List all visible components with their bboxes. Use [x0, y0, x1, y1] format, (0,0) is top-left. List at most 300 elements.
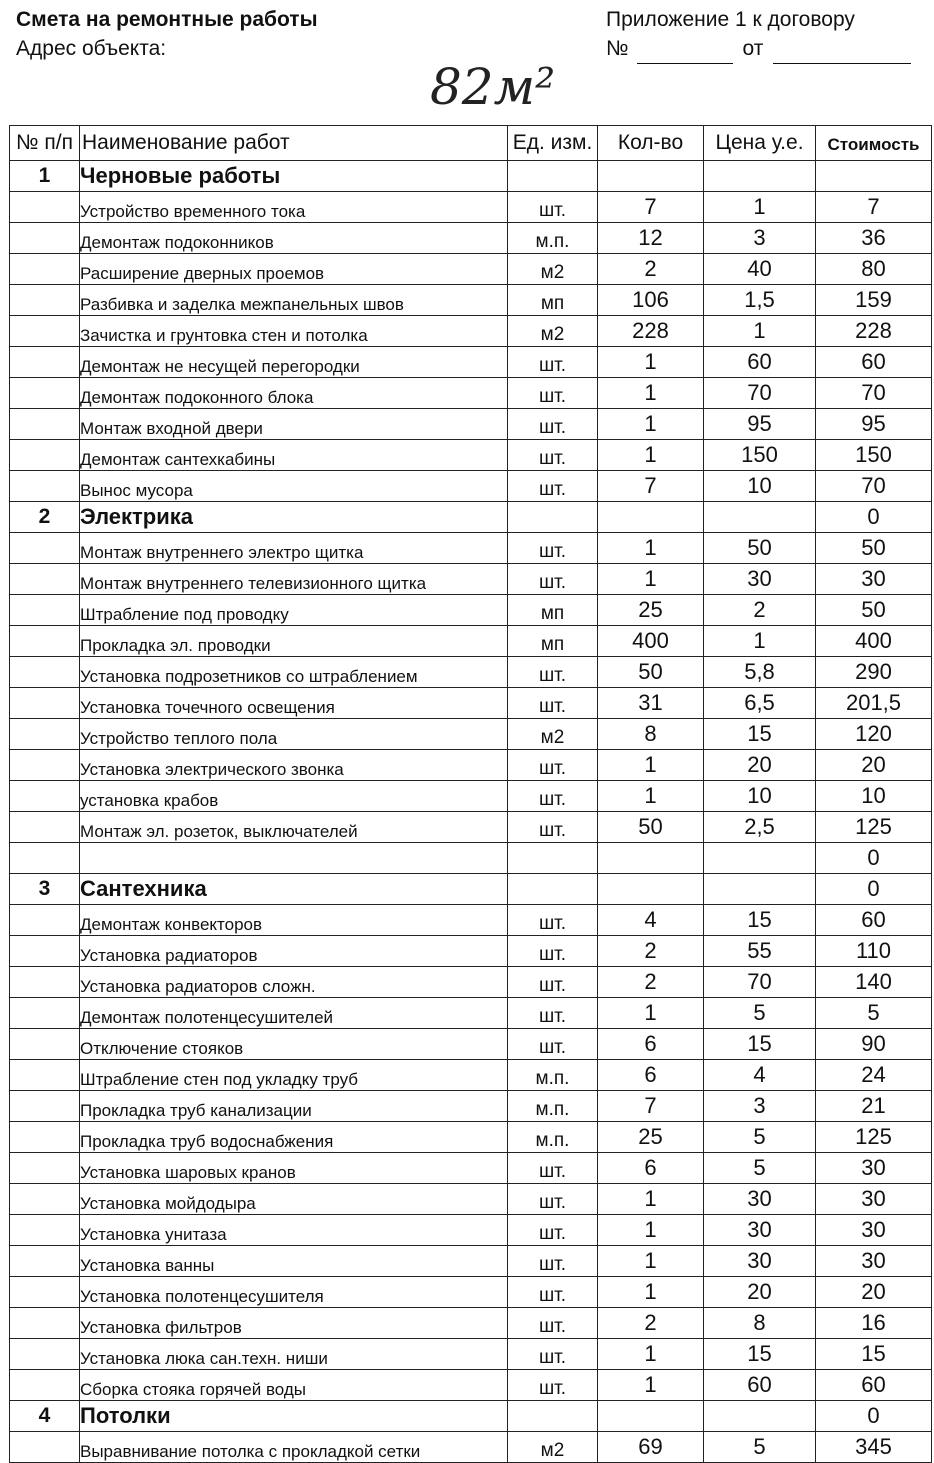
- cell-num: [10, 967, 80, 998]
- table-row: [10, 1122, 932, 1153]
- cell-cost: 120: [816, 719, 932, 750]
- cell-unit: шт.: [508, 347, 598, 378]
- cell-name: Установка радиаторов: [80, 936, 508, 967]
- cell-name: Электрика: [80, 502, 508, 533]
- table-row: [10, 471, 932, 502]
- table-row: [10, 750, 932, 781]
- cell-cost: 60: [816, 905, 932, 936]
- table-row: [10, 1370, 932, 1401]
- table-row: [10, 812, 932, 843]
- cell-price: 6,5: [704, 688, 816, 719]
- cell-price: 15: [704, 1029, 816, 1060]
- cell-qty: 1: [598, 998, 704, 1029]
- cell-num: [10, 1153, 80, 1184]
- table-row: [10, 1153, 932, 1184]
- cell-price: 70: [704, 967, 816, 998]
- from-label: от: [742, 37, 764, 60]
- table-row: [10, 1060, 932, 1091]
- cell-qty: [598, 843, 704, 874]
- cell-qty: 2: [598, 254, 704, 285]
- cell-price: 5,8: [704, 657, 816, 688]
- cell-num: [10, 998, 80, 1029]
- cell-name: Выравнивание потолка с прокладкой сетки: [80, 1432, 508, 1463]
- cell-qty: 25: [598, 595, 704, 626]
- date-blank[interactable]: [773, 43, 911, 64]
- cell-qty: 8: [598, 719, 704, 750]
- cell-price: 30: [704, 1184, 816, 1215]
- cell-name: Установка радиаторов сложн.: [80, 967, 508, 998]
- cell-name: Установка электрического звонка: [80, 750, 508, 781]
- cell-unit: шт.: [508, 1153, 598, 1184]
- cell-cost: [816, 161, 932, 192]
- cell-price: 1: [704, 626, 816, 657]
- cell-name: Разбивка и заделка межпанельных швов: [80, 285, 508, 316]
- cell-qty: 400: [598, 626, 704, 657]
- cell-name: Установка шаровых кранов: [80, 1153, 508, 1184]
- cell-name: Устройство временного тока: [80, 192, 508, 223]
- cell-price: 60: [704, 1370, 816, 1401]
- cell-num: [10, 254, 80, 285]
- cell-cost: 60: [816, 347, 932, 378]
- cell-unit: шт.: [508, 1277, 598, 1308]
- cell-name: Устройство теплого пола: [80, 719, 508, 750]
- cell-unit: м2: [508, 1432, 598, 1463]
- cell-price: 1: [704, 192, 816, 223]
- cell-num: [10, 812, 80, 843]
- col-header-qty: Кол-во: [598, 126, 704, 161]
- cell-unit: шт.: [508, 688, 598, 719]
- cell-price: 3: [704, 1091, 816, 1122]
- cell-unit: шт.: [508, 812, 598, 843]
- cell-cost: 125: [816, 812, 932, 843]
- cell-cost: 80: [816, 254, 932, 285]
- cell-qty: 1: [598, 378, 704, 409]
- cell-price: 3: [704, 223, 816, 254]
- cell-price: 2: [704, 595, 816, 626]
- cell-cost: 30: [816, 1246, 932, 1277]
- cell-num: [10, 378, 80, 409]
- cell-qty: [598, 161, 704, 192]
- cell-name: Расширение дверных проемов: [80, 254, 508, 285]
- cell-qty: 1: [598, 440, 704, 471]
- cell-unit: шт.: [508, 750, 598, 781]
- cell-unit: м2: [508, 719, 598, 750]
- cell-name: [80, 843, 508, 874]
- col-header-unit: Ед. изм.: [508, 126, 598, 161]
- cell-name: Сборка стояка горячей воды: [80, 1370, 508, 1401]
- table-row: [10, 595, 932, 626]
- col-header-name: Наименование работ: [80, 126, 508, 161]
- cell-num: [10, 223, 80, 254]
- cell-unit: шт.: [508, 1215, 598, 1246]
- cell-unit: мп: [508, 285, 598, 316]
- cell-num: [10, 192, 80, 223]
- section-row: [10, 502, 932, 533]
- cell-cost: 345: [816, 1432, 932, 1463]
- cell-num: [10, 409, 80, 440]
- cell-name: Установка фильтров: [80, 1308, 508, 1339]
- cell-unit: шт.: [508, 1184, 598, 1215]
- cell-num: [10, 1370, 80, 1401]
- table-row: [10, 1339, 932, 1370]
- col-header-num: № п/п: [10, 126, 80, 161]
- cell-num: 2: [10, 502, 80, 533]
- cell-qty: 106: [598, 285, 704, 316]
- cell-price: 2,5: [704, 812, 816, 843]
- cell-price: 150: [704, 440, 816, 471]
- cell-name: Монтаж входной двери: [80, 409, 508, 440]
- cell-num: [10, 533, 80, 564]
- cell-unit: м.п.: [508, 1060, 598, 1091]
- cell-cost: 70: [816, 471, 932, 502]
- cell-qty: 4: [598, 905, 704, 936]
- cell-cost: 228: [816, 316, 932, 347]
- contract-number-line: [606, 34, 911, 64]
- cell-name: Установка унитаза: [80, 1215, 508, 1246]
- cell-qty: 7: [598, 1091, 704, 1122]
- cell-qty: 69: [598, 1432, 704, 1463]
- cell-name: Установка точечного освещения: [80, 688, 508, 719]
- cell-num: [10, 1122, 80, 1153]
- cell-num: [10, 750, 80, 781]
- cell-price: 20: [704, 1277, 816, 1308]
- cell-cost: 7: [816, 192, 932, 223]
- cell-qty: 1: [598, 1184, 704, 1215]
- cell-price: [704, 874, 816, 905]
- table-row: [10, 781, 932, 812]
- cell-unit: м2: [508, 254, 598, 285]
- cell-name: установка крабов: [80, 781, 508, 812]
- cell-cost: 30: [816, 1215, 932, 1246]
- table-row: [10, 1184, 932, 1215]
- cell-num: [10, 347, 80, 378]
- cell-cost: 30: [816, 1153, 932, 1184]
- cell-price: 30: [704, 564, 816, 595]
- table-row: [10, 1091, 932, 1122]
- cell-num: [10, 316, 80, 347]
- cell-unit: м.п.: [508, 223, 598, 254]
- cell-cost: 70: [816, 378, 932, 409]
- estimate-table: [9, 125, 932, 1463]
- table-row: [10, 1277, 932, 1308]
- cell-unit: шт.: [508, 533, 598, 564]
- col-header-price: Цена у.е.: [704, 126, 816, 161]
- appendix-label: Приложение 1 к договору: [606, 8, 855, 31]
- cell-num: [10, 1246, 80, 1277]
- cell-unit: шт.: [508, 409, 598, 440]
- table-header-row: [10, 126, 932, 161]
- cell-price: 15: [704, 1339, 816, 1370]
- table-row: [10, 440, 932, 471]
- cell-unit: [508, 161, 598, 192]
- cell-price: 4: [704, 1060, 816, 1091]
- cell-unit: шт.: [508, 657, 598, 688]
- cell-num: 1: [10, 161, 80, 192]
- cell-unit: шт.: [508, 905, 598, 936]
- cell-cost: 290: [816, 657, 932, 688]
- cell-cost: 150: [816, 440, 932, 471]
- header-right: [606, 6, 911, 64]
- cell-name: Прокладка труб водоснабжения: [80, 1122, 508, 1153]
- document-title: Смета на ремонтные работы: [16, 8, 318, 31]
- cell-num: [10, 688, 80, 719]
- cell-unit: [508, 1401, 598, 1432]
- cell-qty: 7: [598, 471, 704, 502]
- cell-num: [10, 285, 80, 316]
- table-row: [10, 409, 932, 440]
- cell-num: [10, 1060, 80, 1091]
- cell-cost: 20: [816, 750, 932, 781]
- cell-cost: 30: [816, 564, 932, 595]
- cell-unit: мп: [508, 626, 598, 657]
- cell-num: [10, 1215, 80, 1246]
- table-row: [10, 905, 932, 936]
- cell-unit: м2: [508, 316, 598, 347]
- table-row: [10, 254, 932, 285]
- cell-cost: 15: [816, 1339, 932, 1370]
- cell-qty: 6: [598, 1153, 704, 1184]
- cell-num: [10, 781, 80, 812]
- cell-price: 50: [704, 533, 816, 564]
- cell-name: Демонтаж подоконного блока: [80, 378, 508, 409]
- cell-name: Зачистка и грунтовка стен и потолка: [80, 316, 508, 347]
- cell-cost: 140: [816, 967, 932, 998]
- cell-unit: шт.: [508, 936, 598, 967]
- table-row: [10, 998, 932, 1029]
- cell-unit: шт.: [508, 1308, 598, 1339]
- cell-qty: 228: [598, 316, 704, 347]
- cell-cost: 0: [816, 502, 932, 533]
- table-row: [10, 347, 932, 378]
- cell-price: 55: [704, 936, 816, 967]
- cell-name: Штрабление стен под укладку труб: [80, 1060, 508, 1091]
- cell-unit: м.п.: [508, 1091, 598, 1122]
- cell-num: [10, 657, 80, 688]
- cell-cost: 90: [816, 1029, 932, 1060]
- cell-name: Демонтаж подоконников: [80, 223, 508, 254]
- table-row: [10, 936, 932, 967]
- cell-num: [10, 1184, 80, 1215]
- cell-qty: 1: [598, 1339, 704, 1370]
- cell-qty: 6: [598, 1060, 704, 1091]
- cell-price: [704, 1401, 816, 1432]
- cell-qty: 31: [598, 688, 704, 719]
- cell-name: Прокладка труб канализации: [80, 1091, 508, 1122]
- cell-cost: 50: [816, 595, 932, 626]
- cell-qty: 1: [598, 347, 704, 378]
- estimate-table-body: [10, 161, 932, 1463]
- table-row: [10, 843, 932, 874]
- cell-unit: шт.: [508, 471, 598, 502]
- cell-cost: 0: [816, 1401, 932, 1432]
- table-row: [10, 1246, 932, 1277]
- cell-num: 4: [10, 1401, 80, 1432]
- cell-unit: шт.: [508, 1370, 598, 1401]
- cell-qty: 1: [598, 1277, 704, 1308]
- cell-num: [10, 1308, 80, 1339]
- cell-qty: 2: [598, 1308, 704, 1339]
- table-row: [10, 192, 932, 223]
- cell-price: 10: [704, 781, 816, 812]
- cell-num: [10, 843, 80, 874]
- cell-name: Установка ванны: [80, 1246, 508, 1277]
- cell-price: 30: [704, 1215, 816, 1246]
- cell-unit: шт.: [508, 1339, 598, 1370]
- cell-num: [10, 1091, 80, 1122]
- cell-price: 10: [704, 471, 816, 502]
- cell-price: 5: [704, 1122, 816, 1153]
- cell-qty: 1: [598, 750, 704, 781]
- cell-unit: шт.: [508, 781, 598, 812]
- cell-cost: 110: [816, 936, 932, 967]
- cell-num: [10, 1432, 80, 1463]
- cell-price: 8: [704, 1308, 816, 1339]
- cell-name: Монтаж внутреннего телевизионного щитка: [80, 564, 508, 595]
- cell-cost: 201,5: [816, 688, 932, 719]
- cell-unit: шт.: [508, 1029, 598, 1060]
- cell-name: Сантехника: [80, 874, 508, 905]
- cell-price: 70: [704, 378, 816, 409]
- table-row: [10, 626, 932, 657]
- header-left: [16, 6, 318, 64]
- cell-price: 40: [704, 254, 816, 285]
- cell-qty: 50: [598, 812, 704, 843]
- cell-price: 20: [704, 750, 816, 781]
- cell-num: 3: [10, 874, 80, 905]
- cell-price: 30: [704, 1246, 816, 1277]
- cell-qty: 2: [598, 967, 704, 998]
- cell-unit: шт.: [508, 440, 598, 471]
- cell-name: Монтаж внутреннего электро щитка: [80, 533, 508, 564]
- cell-qty: 1: [598, 1215, 704, 1246]
- table-row: [10, 688, 932, 719]
- cell-name: Черновые работы: [80, 161, 508, 192]
- cell-name: Демонтаж не несущей перегородки: [80, 347, 508, 378]
- cell-num: [10, 564, 80, 595]
- cell-name: Установка полотенцесушителя: [80, 1277, 508, 1308]
- cell-num: [10, 1277, 80, 1308]
- cell-qty: [598, 1401, 704, 1432]
- cell-num: [10, 595, 80, 626]
- cell-unit: шт.: [508, 967, 598, 998]
- cell-cost: 5: [816, 998, 932, 1029]
- cell-unit: [508, 874, 598, 905]
- section-row: [10, 1401, 932, 1432]
- table-row: [10, 316, 932, 347]
- cell-qty: 2: [598, 936, 704, 967]
- cell-price: 95: [704, 409, 816, 440]
- table-row: [10, 533, 932, 564]
- cell-price: 15: [704, 905, 816, 936]
- cell-qty: [598, 874, 704, 905]
- cell-cost: 24: [816, 1060, 932, 1091]
- cell-qty: 1: [598, 409, 704, 440]
- cell-name: Демонтаж сантехкабины: [80, 440, 508, 471]
- table-row: [10, 1215, 932, 1246]
- cell-qty: 1: [598, 533, 704, 564]
- cell-num: [10, 471, 80, 502]
- cell-price: [704, 843, 816, 874]
- cell-cost: 16: [816, 1308, 932, 1339]
- handwritten-area-text: 82м²: [430, 58, 556, 116]
- table-row: [10, 657, 932, 688]
- cell-price: 1,5: [704, 285, 816, 316]
- cell-qty: 7: [598, 192, 704, 223]
- cell-cost: 0: [816, 874, 932, 905]
- cell-qty: 50: [598, 657, 704, 688]
- cell-num: [10, 440, 80, 471]
- cell-qty: [598, 502, 704, 533]
- cell-name: Отключение стояков: [80, 1029, 508, 1060]
- col-header-cost: Стоимость: [816, 126, 932, 161]
- number-label: №: [606, 37, 629, 60]
- cell-unit: [508, 843, 598, 874]
- cell-cost: 60: [816, 1370, 932, 1401]
- cell-cost: 10: [816, 781, 932, 812]
- cell-unit: м.п.: [508, 1122, 598, 1153]
- cell-cost: 20: [816, 1277, 932, 1308]
- table-row: [10, 1432, 932, 1463]
- table-row: [10, 967, 932, 998]
- cell-price: [704, 161, 816, 192]
- cell-cost: 50: [816, 533, 932, 564]
- cell-price: [704, 502, 816, 533]
- cell-unit: шт.: [508, 998, 598, 1029]
- cell-qty: 12: [598, 223, 704, 254]
- cell-name: Демонтаж полотенцесушителей: [80, 998, 508, 1029]
- cell-name: Потолки: [80, 1401, 508, 1432]
- cell-num: [10, 905, 80, 936]
- cell-price: 60: [704, 347, 816, 378]
- table-row: [10, 223, 932, 254]
- table-row: [10, 564, 932, 595]
- section-row: [10, 874, 932, 905]
- cell-unit: шт.: [508, 192, 598, 223]
- cell-name: Установка мойдодыра: [80, 1184, 508, 1215]
- cell-name: Монтаж эл. розеток, выключателей: [80, 812, 508, 843]
- cell-qty: 1: [598, 1246, 704, 1277]
- cell-cost: 125: [816, 1122, 932, 1153]
- number-blank[interactable]: [637, 43, 733, 64]
- cell-num: [10, 719, 80, 750]
- cell-name: Штрабление под проводку: [80, 595, 508, 626]
- cell-price: 5: [704, 1153, 816, 1184]
- cell-cost: 21: [816, 1091, 932, 1122]
- section-row: [10, 161, 932, 192]
- cell-cost: 0: [816, 843, 932, 874]
- table-row: [10, 1308, 932, 1339]
- cell-num: [10, 1029, 80, 1060]
- cell-cost: 30: [816, 1184, 932, 1215]
- cell-cost: 400: [816, 626, 932, 657]
- cell-unit: [508, 502, 598, 533]
- cell-cost: 36: [816, 223, 932, 254]
- cell-name: Установка подрозетников со штраблением: [80, 657, 508, 688]
- cell-price: 5: [704, 1432, 816, 1463]
- cell-qty: 1: [598, 1370, 704, 1401]
- cell-num: [10, 626, 80, 657]
- cell-unit: мп: [508, 595, 598, 626]
- handwritten-area-note: [428, 48, 588, 118]
- cell-name: Вынос мусора: [80, 471, 508, 502]
- cell-qty: 1: [598, 781, 704, 812]
- cell-cost: 159: [816, 285, 932, 316]
- cell-name: Прокладка эл. проводки: [80, 626, 508, 657]
- table-row: [10, 1029, 932, 1060]
- table-row: [10, 378, 932, 409]
- cell-price: 15: [704, 719, 816, 750]
- address-label: Адрес объекта:: [16, 37, 167, 60]
